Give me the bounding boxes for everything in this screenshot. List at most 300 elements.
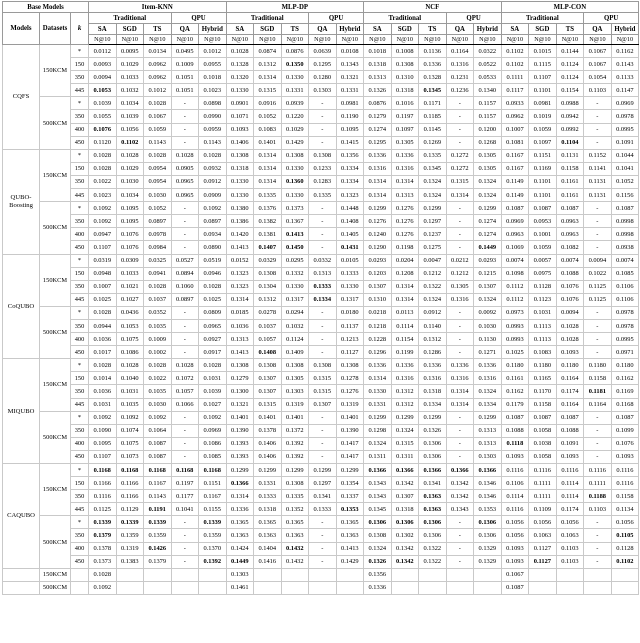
metric-value-cell: 0.1373	[281, 202, 309, 215]
empty-cell	[474, 581, 502, 594]
metric-value-cell: 0.1097	[391, 123, 419, 136]
metric-value-cell: 0.1116	[529, 464, 557, 477]
metric-value-cell: 0.1180	[501, 359, 529, 372]
metric-value-cell: 0.0953	[529, 215, 557, 228]
metric-value-cell: 0.1316	[474, 372, 502, 385]
metric-value-cell: 0.1290	[364, 241, 392, 254]
k-cell	[71, 581, 89, 594]
metric-value-cell: -	[584, 529, 612, 542]
metric-value-cell: 0.1022	[144, 372, 172, 385]
metric-value-cell: 0.1157	[474, 97, 502, 110]
metric-value-cell: 0.1334	[309, 293, 337, 306]
metric-value-cell: 0.1367	[281, 215, 309, 228]
metric-value-cell: 0.1316	[446, 293, 474, 306]
metric-value-cell: 0.1081	[501, 136, 529, 149]
metric-value-cell: 0.1095	[116, 215, 144, 228]
metric-value-cell: 0.1379	[89, 529, 117, 542]
metric-value-cell: 0.0984	[144, 241, 172, 254]
header-metric: N@10	[529, 35, 557, 45]
metric-value-cell: 0.0978	[611, 110, 639, 123]
metric-value-cell: 0.1339	[199, 516, 227, 529]
metric-value-cell: 0.1056	[501, 516, 529, 529]
metric-value-cell: 0.1236	[446, 84, 474, 97]
metric-value-cell: 0.1274	[364, 123, 392, 136]
metric-value-cell: 0.1314	[446, 398, 474, 411]
metric-value-cell: 0.1401	[226, 411, 254, 424]
metric-value-cell: 0.0293	[364, 254, 392, 267]
metric-value-cell: 0.1323	[336, 189, 364, 202]
metric-value-cell: 0.1306	[419, 516, 447, 529]
metric-value-cell: 0.1322	[419, 280, 447, 293]
metric-value-cell: 0.1030	[144, 189, 172, 202]
metric-value-cell: 0.1286	[419, 346, 447, 359]
metric-value-cell: 0.1312	[419, 333, 447, 346]
metric-value-cell: 0.1180	[611, 359, 639, 372]
metric-value-cell: 0.1329	[474, 555, 502, 568]
empty-cell	[611, 568, 639, 581]
metric-value-cell: 0.1382	[254, 215, 282, 228]
metric-value-cell: 0.1366	[446, 464, 474, 477]
metric-value-cell: 0.1320	[226, 71, 254, 84]
metric-value-cell: 0.1017	[89, 346, 117, 359]
metric-value-cell: 0.0978	[611, 319, 639, 332]
metric-value-cell: 0.0998	[611, 228, 639, 241]
metric-value-cell: 0.0047	[419, 254, 447, 267]
metric-value-cell: 0.0294	[281, 306, 309, 319]
metric-value-cell: -	[309, 215, 337, 228]
metric-value-cell: 0.0113	[391, 306, 419, 319]
metric-value-cell: 0.1085	[611, 267, 639, 280]
metric-value-cell: 0.1092	[199, 202, 227, 215]
metric-value-cell: 0.1271	[474, 346, 502, 359]
metric-value-cell: 0.1366	[419, 464, 447, 477]
metric-value-cell: -	[446, 450, 474, 463]
metric-value-cell: 0.1370	[199, 542, 227, 555]
metric-value-cell: 0.1405	[336, 228, 364, 241]
header-k: k	[71, 13, 89, 45]
header-base-models: Base Models	[3, 2, 89, 13]
metric-value-cell: 0.0912	[419, 306, 447, 319]
metric-value-cell: 0.1116	[611, 477, 639, 490]
metric-value-cell: -	[446, 97, 474, 110]
metric-value-cell: -	[584, 542, 612, 555]
metric-value-cell: -	[446, 424, 474, 437]
k-cell: *	[71, 464, 89, 477]
metric-value-cell: 0.1025	[89, 293, 117, 306]
metric-value-cell: -	[171, 319, 199, 332]
metric-value-cell: 0.1028	[144, 149, 172, 162]
metric-value-cell: 0.1429	[336, 555, 364, 568]
metric-value-cell: 0.1303	[281, 385, 309, 398]
metric-value-cell: 0.1154	[556, 84, 584, 97]
header-alg-ts: TS	[419, 24, 447, 35]
metric-value-cell: 0.1166	[116, 477, 144, 490]
metric-value-cell: 0.0971	[611, 346, 639, 359]
header-metric: N@10	[364, 35, 392, 45]
metric-value-cell: 0.1449	[226, 555, 254, 568]
metric-value-cell: 0.1424	[226, 542, 254, 555]
metric-value-cell: 0.1116	[556, 464, 584, 477]
metric-value-cell: 0.0981	[336, 97, 364, 110]
metric-value-cell: 0.1128	[611, 542, 639, 555]
metric-value-cell: -	[584, 110, 612, 123]
metric-value-cell: -	[309, 529, 337, 542]
metric-value-cell: 0.1087	[501, 411, 529, 424]
metric-value-cell: -	[584, 136, 612, 149]
metric-value-cell: 0.1168	[199, 464, 227, 477]
metric-value-cell: 0.1318	[391, 503, 419, 516]
metric-value-cell: -	[446, 123, 474, 136]
metric-value-cell: 0.1335	[254, 189, 282, 202]
metric-value-cell: 0.1324	[474, 189, 502, 202]
metric-value-cell: 0.1276	[391, 228, 419, 241]
metric-value-cell: 0.1356	[336, 149, 364, 162]
metric-value-cell: 0.1321	[226, 398, 254, 411]
metric-value-cell: 0.1303	[226, 568, 254, 581]
metric-value-cell: 0.1329	[474, 542, 502, 555]
metric-value-cell: 0.1009	[171, 58, 199, 71]
metric-value-cell: 0.1299	[226, 464, 254, 477]
metric-value-cell: 0.1067	[584, 45, 612, 58]
metric-value-cell: 0.1316	[364, 162, 392, 175]
metric-value-cell: 0.1376	[254, 202, 282, 215]
metric-value-cell: 0.1310	[391, 71, 419, 84]
metric-value-cell: 0.1116	[611, 464, 639, 477]
dataset-cell: 500KCM	[40, 306, 71, 358]
metric-value-cell: 0.1316	[391, 372, 419, 385]
metric-value-cell: 0.1319	[281, 398, 309, 411]
metric-value-cell: 0.1076	[116, 228, 144, 241]
metric-value-cell: 0.0981	[529, 97, 557, 110]
metric-value-cell: 0.1381	[254, 228, 282, 241]
header-metric: N@10	[281, 35, 309, 45]
metric-value-cell: 0.1316	[446, 372, 474, 385]
metric-value-cell: 0.1171	[419, 97, 447, 110]
metric-value-cell: 0.1151	[529, 149, 557, 162]
header-base-model-ncf: NCF	[364, 2, 502, 13]
metric-value-cell: 0.1336	[364, 149, 392, 162]
metric-value-cell: 0.1315	[309, 385, 337, 398]
metric-value-cell: 0.1033	[116, 71, 144, 84]
metric-value-cell: -	[446, 136, 474, 149]
empty-cell	[446, 568, 474, 581]
metric-value-cell: 0.1308	[226, 149, 254, 162]
header-alg-hybrid: Hybrid	[199, 24, 227, 35]
header-base-model-mlp-con: MLP-CON	[501, 2, 639, 13]
metric-value-cell: 0.1299	[364, 411, 392, 424]
metric-value-cell: -	[584, 241, 612, 254]
dataset-cell: 500KCM	[40, 202, 71, 254]
metric-value-cell: 0.1086	[199, 437, 227, 450]
metric-value-cell: 0.1158	[611, 490, 639, 503]
k-cell: 350	[71, 424, 89, 437]
empty-cell	[171, 568, 199, 581]
metric-value-cell: 0.1092	[144, 411, 172, 424]
header-metric: N@10	[144, 35, 172, 45]
metric-value-cell: 0.1324	[391, 424, 419, 437]
metric-value-cell: -	[309, 228, 337, 241]
header-alg-qa: QA	[584, 24, 612, 35]
metric-value-cell: 0.0322	[474, 45, 502, 58]
metric-value-cell: 0.1313	[391, 189, 419, 202]
empty-cell	[309, 581, 337, 594]
metric-value-cell: 0.1363	[226, 529, 254, 542]
metric-value-cell: 0.1015	[529, 45, 557, 58]
metric-value-cell: 0.1218	[364, 319, 392, 332]
metric-value-cell: 0.1106	[501, 477, 529, 490]
metric-value-cell: 0.1401	[281, 411, 309, 424]
empty-cell	[281, 581, 309, 594]
metric-value-cell: 0.1088	[501, 424, 529, 437]
dataset-cell: 500KCM	[40, 97, 71, 149]
metric-value-cell: 0.1031	[116, 385, 144, 398]
metric-value-cell: 0.1095	[116, 202, 144, 215]
metric-value-cell: 0.0639	[309, 45, 337, 58]
metric-value-cell: 0.0436	[116, 306, 144, 319]
metric-value-cell: 0.1028	[116, 149, 144, 162]
metric-value-cell: 0.1334	[336, 175, 364, 188]
metric-value-cell: 0.1336	[391, 149, 419, 162]
metric-value-cell: 0.1297	[419, 215, 447, 228]
metric-value-cell: 0.1359	[116, 529, 144, 542]
metric-value-cell: 0.1102	[116, 136, 144, 149]
metric-value-cell: 0.1001	[529, 228, 557, 241]
header-alg-sgd: SGD	[529, 24, 557, 35]
metric-value-cell: 0.1018	[199, 71, 227, 84]
metric-value-cell: 0.1093	[226, 123, 254, 136]
empty-cell	[336, 568, 364, 581]
metric-value-cell: 0.0955	[199, 58, 227, 71]
metric-value-cell: 0.1299	[419, 411, 447, 424]
metric-value-cell: 0.1330	[226, 175, 254, 188]
empty-cell	[116, 581, 144, 594]
metric-value-cell: 0.1180	[556, 359, 584, 372]
metric-value-cell: 0.1319	[116, 542, 144, 555]
metric-value-cell: -	[171, 450, 199, 463]
metric-value-cell: 0.1116	[89, 490, 117, 503]
metric-value-cell: 0.1272	[446, 162, 474, 175]
metric-value-cell: 0.1365	[281, 516, 309, 529]
metric-value-cell: 0.1107	[89, 241, 117, 254]
metric-value-cell: 0.1164	[556, 398, 584, 411]
metric-value-cell: -	[309, 450, 337, 463]
metric-value-cell: -	[171, 110, 199, 123]
metric-value-cell: 0.1040	[116, 372, 144, 385]
metric-value-cell: 0.1053	[89, 84, 117, 97]
metric-value-cell: -	[446, 110, 474, 123]
metric-value-cell: 0.1326	[364, 555, 392, 568]
metric-value-cell: 0.1363	[419, 490, 447, 503]
metric-value-cell: 0.1331	[364, 398, 392, 411]
metric-value-cell: -	[584, 424, 612, 437]
metric-value-cell: 0.1162	[611, 372, 639, 385]
metric-value-cell: 0.0978	[611, 306, 639, 319]
k-cell: 150	[71, 372, 89, 385]
metric-value-cell: 0.0933	[501, 97, 529, 110]
header-alg-qa: QA	[309, 24, 337, 35]
metric-value-cell: 0.1299	[254, 464, 282, 477]
metric-value-cell: 0.1324	[419, 175, 447, 188]
metric-value-cell: 0.1167	[199, 490, 227, 503]
metric-value-cell: 0.1401	[254, 136, 282, 149]
header-metric: N@10	[89, 35, 117, 45]
metric-value-cell: 0.1111	[501, 71, 529, 84]
metric-value-cell: 0.1379	[144, 555, 172, 568]
metric-value-cell: -	[584, 228, 612, 241]
metric-value-cell: 0.1322	[419, 555, 447, 568]
metric-value-cell: 0.1114	[556, 477, 584, 490]
metric-value-cell: 0.1143	[144, 490, 172, 503]
metric-value-cell: 0.1170	[529, 385, 557, 398]
metric-value-cell: 0.1161	[501, 372, 529, 385]
metric-value-cell: -	[446, 241, 474, 254]
k-cell: *	[71, 149, 89, 162]
metric-value-cell: 0.1363	[336, 529, 364, 542]
metric-value-cell: 0.1028	[226, 45, 254, 58]
metric-value-cell: 0.1308	[281, 359, 309, 372]
metric-value-cell: 0.0962	[144, 71, 172, 84]
metric-value-cell: 0.1231	[446, 71, 474, 84]
metric-value-cell: 0.1137	[336, 319, 364, 332]
header-alg-sa: SA	[226, 24, 254, 35]
k-cell: 400	[71, 542, 89, 555]
metric-value-cell: 0.1058	[529, 450, 557, 463]
metric-value-cell: -	[446, 437, 474, 450]
metric-value-cell: 0.1008	[391, 45, 419, 58]
metric-value-cell: -	[309, 516, 337, 529]
metric-value-cell: 0.0962	[501, 110, 529, 123]
metric-value-cell: 0.1314	[391, 280, 419, 293]
metric-value-cell: 0.1312	[391, 385, 419, 398]
k-cell: 350	[71, 215, 89, 228]
metric-value-cell: 0.0093	[89, 58, 117, 71]
metric-value-cell: 0.1092	[116, 411, 144, 424]
header-metric: N@10	[391, 35, 419, 45]
metric-value-cell: 0.1052	[611, 175, 639, 188]
header-alg-sa: SA	[364, 24, 392, 35]
metric-value-cell: 0.1051	[171, 71, 199, 84]
metric-value-cell: 0.1393	[226, 450, 254, 463]
metric-value-cell: -	[584, 202, 612, 215]
empty-cell	[474, 568, 502, 581]
metric-value-cell: -	[171, 437, 199, 450]
metric-value-cell: 0.1331	[336, 84, 364, 97]
metric-value-cell: 0.1308	[391, 58, 419, 71]
metric-value-cell: 0.1022	[584, 267, 612, 280]
metric-value-cell: 0.1203	[364, 267, 392, 280]
header-metric: N@10	[116, 35, 144, 45]
metric-value-cell: 0.1308	[226, 359, 254, 372]
metric-value-cell: 0.1212	[446, 267, 474, 280]
metric-value-cell: 0.0876	[364, 97, 392, 110]
metric-value-cell: -	[309, 555, 337, 568]
metric-value-cell: 0.1028	[199, 149, 227, 162]
metric-value-cell: 0.1306	[419, 529, 447, 542]
metric-value-cell: 0.1360	[281, 175, 309, 188]
metric-value-cell: 0.1233	[309, 162, 337, 175]
dataset-cell: 500KCM	[40, 581, 71, 594]
empty-cell	[419, 568, 447, 581]
metric-value-cell: 0.1417	[336, 437, 364, 450]
metric-value-cell: 0.1334	[336, 162, 364, 175]
metric-value-cell: 0.1102	[501, 45, 529, 58]
model-name-cell: CAQUBO	[3, 464, 40, 569]
header-alg-sgd: SGD	[254, 24, 282, 35]
metric-value-cell: 0.0975	[529, 267, 557, 280]
metric-value-cell: -	[584, 333, 612, 346]
metric-value-cell: 0.1346	[474, 490, 502, 503]
metric-value-cell: 0.1131	[556, 149, 584, 162]
header-datasets: Datasets	[40, 13, 71, 45]
metric-value-cell: 0.1032	[281, 319, 309, 332]
metric-value-cell: 0.1431	[336, 241, 364, 254]
metric-value-cell: 0.1114	[501, 490, 529, 503]
metric-value-cell: 0.0998	[611, 215, 639, 228]
metric-value-cell: 0.1392	[281, 437, 309, 450]
metric-value-cell: 0.1104	[556, 136, 584, 149]
metric-value-cell: 0.1303	[309, 84, 337, 97]
metric-value-cell: 0.1408	[254, 346, 282, 359]
metric-value-cell: 0.1283	[309, 175, 337, 188]
metric-value-cell: 0.1032	[116, 84, 144, 97]
metric-value-cell: 0.1055	[89, 110, 117, 123]
model-name-cell: CQFS	[3, 45, 40, 150]
metric-value-cell: 0.1014	[89, 372, 117, 385]
metric-value-cell: 0.1107	[529, 71, 557, 84]
metric-value-cell: 0.1279	[226, 372, 254, 385]
metric-value-cell: 0.1313	[474, 424, 502, 437]
metric-value-cell: 0.0995	[611, 123, 639, 136]
metric-value-cell: 0.1141	[584, 162, 612, 175]
metric-value-cell: 0.1131	[584, 189, 612, 202]
metric-value-cell: 0.1099	[611, 424, 639, 437]
metric-value-cell: 0.0965	[171, 189, 199, 202]
metric-value-cell: 0.0134	[144, 45, 172, 58]
metric-value-cell: 0.1074	[116, 424, 144, 437]
k-cell: 445	[71, 503, 89, 516]
metric-value-cell: 0.1313	[474, 437, 502, 450]
metric-value-cell: 0.1169	[529, 162, 557, 175]
metric-value-cell: 0.1067	[144, 110, 172, 123]
metric-value-cell: 0.1174	[556, 385, 584, 398]
metric-value-cell: 0.0809	[199, 306, 227, 319]
metric-value-cell: 0.1313	[226, 333, 254, 346]
metric-value-cell: 0.1406	[226, 136, 254, 149]
metric-value-cell: -	[584, 97, 612, 110]
header-base-model-mlp-dp: MLP-DP	[226, 2, 364, 13]
metric-value-cell: 0.1052	[254, 110, 282, 123]
metric-value-cell: -	[171, 97, 199, 110]
metric-value-cell: -	[309, 241, 337, 254]
metric-value-cell: 0.1305	[474, 162, 502, 175]
metric-value-cell: 0.1041	[611, 162, 639, 175]
metric-value-cell: 0.1393	[226, 437, 254, 450]
metric-value-cell: 0.1103	[556, 555, 584, 568]
metric-value-cell: -	[584, 306, 612, 319]
empty-cell	[556, 581, 584, 594]
metric-value-cell: -	[584, 437, 612, 450]
metric-value-cell: 0.1095	[89, 437, 117, 450]
metric-value-cell: 0.1365	[336, 516, 364, 529]
metric-value-cell: 0.1272	[446, 149, 474, 162]
empty-cell	[254, 581, 282, 594]
metric-value-cell: 0.1101	[529, 189, 557, 202]
metric-value-cell: 0.1324	[474, 385, 502, 398]
header-metric: N@10	[171, 35, 199, 45]
metric-value-cell: 0.1345	[419, 84, 447, 97]
metric-value-cell: 0.1406	[254, 450, 282, 463]
metric-value-cell: 0.1306	[364, 516, 392, 529]
